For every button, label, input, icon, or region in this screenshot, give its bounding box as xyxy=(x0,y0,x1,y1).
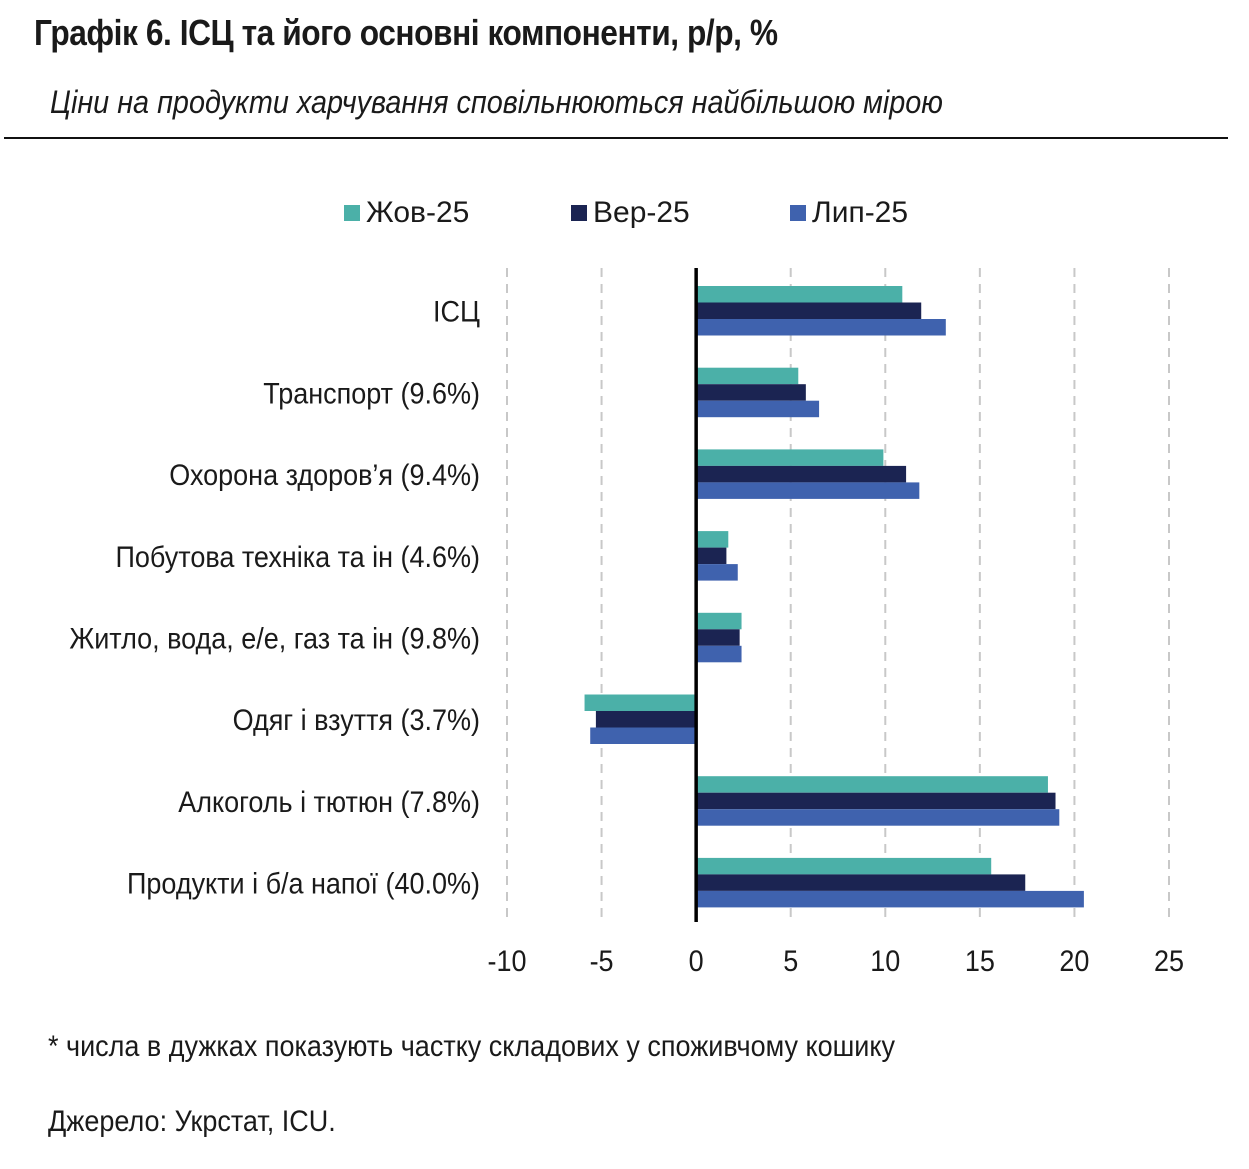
bar xyxy=(696,286,902,303)
x-tick-label: 15 xyxy=(964,944,995,979)
bar xyxy=(696,384,806,401)
bar xyxy=(696,874,1025,891)
x-tick-label: 5 xyxy=(783,944,799,979)
footnote: * числа в дужках показують частку складових у споживчому кошику xyxy=(48,1030,895,1063)
category-label: Одяг і взуття (3.7%) xyxy=(232,703,480,738)
legend-label-2: Вер-25 xyxy=(593,196,690,229)
chart-title: Графік 6. ІСЦ та його основні компоненти, р/р, % xyxy=(34,12,778,53)
bar xyxy=(696,793,1055,810)
bar xyxy=(696,809,1059,826)
source-note: Джерело: Укрстат, ICU. xyxy=(48,1105,336,1138)
chart-subtitle: Ціни на продукти харчування сповільнюються найбільшою мірою xyxy=(50,84,943,120)
legend-label-1: Жов-25 xyxy=(366,196,470,229)
bar xyxy=(696,319,946,336)
bar xyxy=(596,711,696,728)
bar xyxy=(696,401,819,418)
x-tick-label: 20 xyxy=(1059,944,1090,979)
bar xyxy=(696,776,1048,793)
category-label: Охорона здоров’я (9.4%) xyxy=(169,458,481,493)
category-label: Житло, вода, е/е, газ та ін (9.8%) xyxy=(69,622,480,656)
bar xyxy=(696,466,906,483)
category-label: Побутова техніка та ін (4.6%) xyxy=(115,540,481,575)
category-label: ІСЦ xyxy=(433,295,480,330)
bar xyxy=(696,548,726,565)
x-tick-label: 25 xyxy=(1153,944,1185,979)
x-tick-label: 0 xyxy=(688,944,704,979)
bar xyxy=(696,646,741,663)
legend-label-3: Лип-25 xyxy=(812,196,909,229)
bar xyxy=(696,629,740,646)
bar xyxy=(696,531,728,548)
category-label: Транспорт (9.6%) xyxy=(263,377,480,411)
x-tick-label: -10 xyxy=(487,944,527,979)
bar xyxy=(585,695,697,712)
bar xyxy=(696,564,738,581)
bar xyxy=(696,368,798,385)
bar xyxy=(696,613,741,630)
x-tick-label: -5 xyxy=(589,944,614,979)
bar xyxy=(696,891,1084,908)
bar xyxy=(696,303,921,320)
bar xyxy=(696,449,883,466)
category-label: Алкоголь і тютюн (7.8%) xyxy=(178,785,481,820)
bar xyxy=(590,728,696,745)
bar xyxy=(696,858,991,875)
x-tick-label: 10 xyxy=(870,944,901,979)
category-label: Продукти і б/а напої (40.0%) xyxy=(127,867,480,902)
bar xyxy=(696,482,919,499)
